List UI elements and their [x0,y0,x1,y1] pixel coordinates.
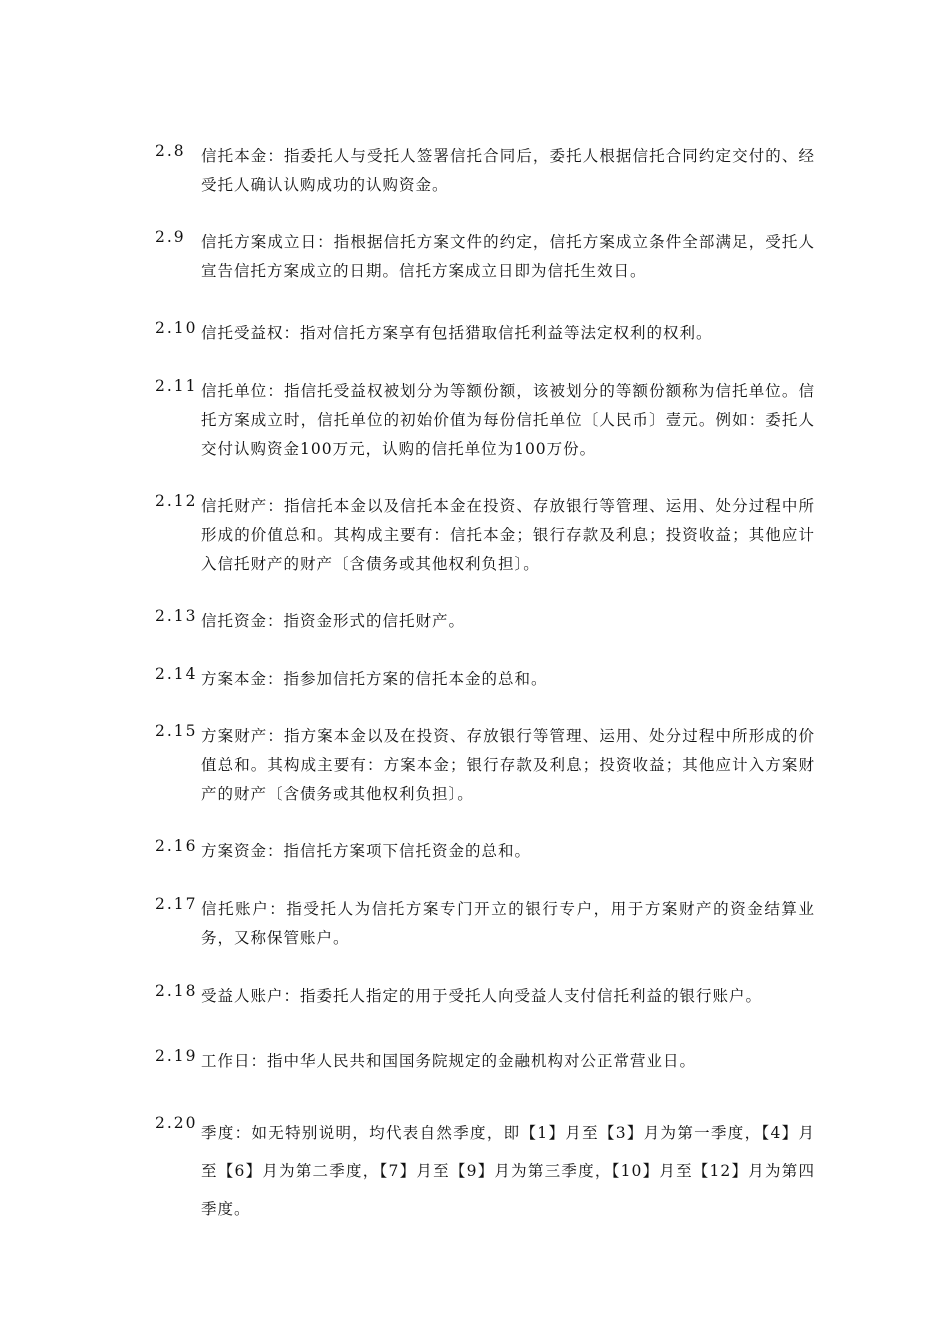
clause-2-14 [155,665,815,694]
clause-number: 2.12 [155,492,198,510]
clause-text: 信托受益权：指对信托方案享有包括猎取信托利益等法定权利的权利。 [201,324,713,342]
clause-number: 2.9 [155,228,186,246]
clause-number: 2.14 [155,665,198,683]
clause-text: 信托方案成立日：指根据信托方案文件的约定，信托方案成立条件全部满足，受托人宣告信托方案成立的日期。信托方案成立日即为信托生效日。 [201,233,815,280]
clause-2-9 [155,228,815,286]
clause-text: 工作日：指中华人民共和国国务院规定的金融机构对公正常营业日。 [201,1052,697,1070]
clause-2-8 [155,142,815,200]
clause-2-19 [155,1047,815,1076]
clause-text: 信托财产：指信托本金以及信托本金在投资、存放银行等管理、运用、处分过程中所形成的价值总和。其构成主要有：信托本金；银行存款及利息；投资收益；其他应计入信托财产的财产〔含债务或其他权利负担〕。 [201,497,815,573]
clause-number: 2.13 [155,607,198,625]
clause-text: 方案资金：指信托方案项下信托资金的总和。 [201,842,532,860]
clause-number: 2.16 [155,837,198,855]
clause-number: 2.20 [155,1114,198,1132]
clause-text: 信托单位：指信托受益权被划分为等额份额，该被划分的等额份额称为信托单位。信托方案成立时，信托单位的初始价值为每份信托单位〔人民币〕壹元。例如：委托人交付认购资金100万元，认购的信托单位为100万份。 [201,382,815,458]
clause-2-13 [155,607,815,636]
clause-2-12 [155,492,815,579]
clause-2-16 [155,837,815,866]
clause-number: 2.10 [155,319,198,337]
clause-number: 2.11 [155,377,198,395]
clause-2-10 [155,319,815,348]
clause-text: 受益人账户：指委托人指定的用于受托人向受益人支付信托利益的银行账户。 [201,987,763,1005]
clause-2-20 [155,1114,815,1228]
clause-2-17 [155,895,815,953]
clause-text: 信托本金：指委托人与受托人签署信托合同后，委托人根据信托合同约定交付的、经受托人确认认购成功的认购资金。 [201,147,815,194]
clause-2-11 [155,377,815,464]
clause-number: 2.19 [155,1047,198,1065]
clause-number: 2.15 [155,722,198,740]
clause-2-15 [155,722,815,809]
clause-2-18 [155,982,815,1011]
clause-text: 信托资金：指资金形式的信托财产。 [201,612,466,630]
clause-number: 2.17 [155,895,198,913]
clause-text: 方案本金：指参加信托方案的信托本金的总和。 [201,670,548,688]
clause-text: 信托账户：指受托人为信托方案专门开立的银行专户，用于方案财产的资金结算业务，又称保管账户。 [201,900,815,947]
clause-text: 季度：如无特别说明，均代表自然季度，即【1】月至【3】月为第一季度，【4】月至【6】月为第二季度，【7】月至【9】月为第三季度，【10】月至【12】月为第四季度。 [201,1124,815,1218]
clause-number: 2.18 [155,982,198,1000]
clause-number: 2.8 [155,142,186,160]
clause-text: 方案财产：指方案本金以及在投资、存放银行等管理、运用、处分过程中所形成的价值总和。其构成主要有：方案本金；银行存款及利息；投资收益；其他应计入方案财产的财产〔含债务或其他权利负担〕。 [201,727,815,803]
